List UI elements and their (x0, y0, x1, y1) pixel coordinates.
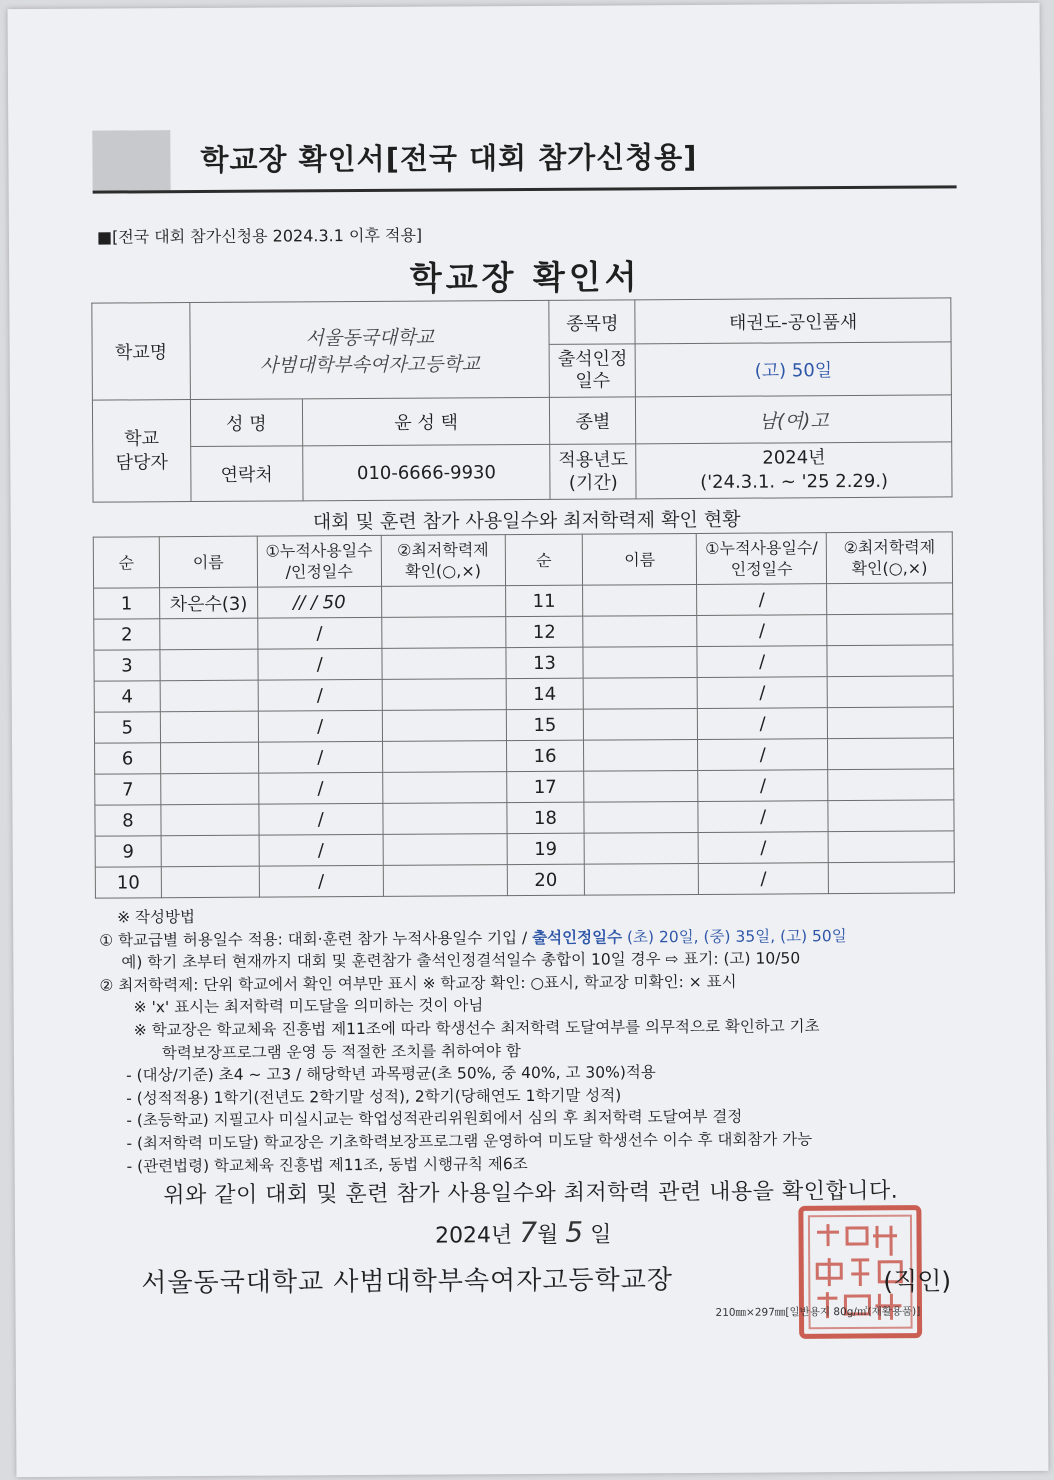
row-no: 6 (95, 743, 161, 774)
attend-label-line-1: 출석인정 (557, 348, 628, 370)
header-check-right-line-2: 확인(○,×) (851, 558, 928, 579)
row-no: 12 (505, 616, 583, 647)
name-label: 성 명 (190, 399, 302, 447)
attend-value: (고) 50일 (635, 342, 951, 397)
row-days: / (259, 803, 383, 835)
row-no: 13 (505, 647, 583, 678)
row-no: 16 (506, 740, 584, 771)
gender-label: 종별 (550, 397, 636, 445)
row-no: 14 (506, 678, 584, 709)
school-name-line-2: 사범대학부속여자고등학교 (259, 353, 481, 377)
document-page (8, 3, 1049, 1477)
title-gray-box (92, 130, 170, 192)
note-detail-2: - (성적적용) 1학기(전년도 2학기말 성적), 2학기(당해연도 1학기말 성적) (126, 1086, 622, 1108)
row-name (584, 770, 698, 802)
row-name: 차은수(3) (159, 587, 257, 619)
row-no: 20 (507, 864, 585, 895)
row-days: / (698, 770, 828, 802)
table-row (95, 862, 954, 898)
row-check (382, 710, 506, 742)
header-check-right-line-1: ②최저학력제 (843, 537, 936, 558)
row-no: 4 (94, 681, 160, 712)
note-1-a: ① 학교급별 허용일수 적용: 대회·훈련 참가 누적사용일수 기입 / (99, 928, 533, 950)
name-value: 윤 성 택 (302, 397, 550, 446)
attend-label (550, 344, 636, 398)
header-days-left (257, 535, 381, 587)
row-name (584, 677, 698, 709)
row-check (828, 831, 954, 863)
row-name (583, 615, 697, 647)
title-divider (93, 185, 957, 193)
contact-value: 010-6666-9930 (302, 444, 550, 501)
seal-label: (직인) (883, 1266, 952, 1296)
gender-value: 남(여)고 (636, 395, 952, 444)
note-2-b2: 학력보장프로그램 운영 등 적절한 조치를 취하여야 함 (161, 1041, 521, 1062)
row-name (160, 711, 258, 743)
row-check (383, 834, 507, 866)
row-no: 11 (505, 585, 583, 616)
row-no: 5 (94, 712, 160, 743)
date-year: 2024년 (434, 1223, 513, 1249)
row-days: / (698, 832, 828, 864)
row-check (382, 679, 506, 711)
row-name (583, 646, 697, 678)
note-detail-3: - (초등학교) 지필고사 미실시교는 학업성적관리위원회에서 심의 후 최저학력 도달여부 결정 (126, 1108, 743, 1130)
row-check (383, 803, 507, 835)
row-check (828, 738, 954, 770)
row-name (584, 708, 698, 740)
notes-heading: ※ 작성방법 (117, 908, 195, 927)
note-2-a: ※ 'x' 표시는 최저학력 미도달을 의미하는 것이 아님 (133, 996, 484, 1017)
row-no: 15 (506, 709, 584, 740)
header-check-left-line-1: ②최저학력제 (397, 540, 489, 560)
row-no: 19 (507, 833, 585, 864)
row-no: 2 (94, 619, 160, 650)
row-name (584, 832, 698, 864)
row-no: 3 (94, 650, 160, 681)
row-check (827, 583, 953, 615)
year-period-line: ('24.3.1. ~ '25 2.29.) (700, 470, 889, 493)
writing-instructions (99, 901, 1001, 1178)
header-days-left-line-2: /인정일수 (285, 562, 353, 582)
row-name (161, 835, 259, 867)
row-check (827, 707, 953, 739)
row-days: / (698, 801, 828, 833)
row-days: // / 50 (257, 586, 381, 618)
row-days: / (258, 617, 382, 649)
roster-section-title: 대회 및 훈련 참가 사용일수와 최저학력제 확인 현황 (312, 508, 741, 534)
date-day-label: 일 (590, 1222, 612, 1248)
year-label-line-2: (기간) (568, 472, 618, 494)
staff-label-line-1: 학교 (124, 427, 160, 449)
row-check (828, 862, 954, 894)
row-days: / (698, 739, 828, 771)
row-check (827, 614, 953, 646)
row-check (382, 772, 506, 804)
paper-spec-footer: 210㎜×297㎜[일반용지 80g/㎡(재활용품)] (715, 1305, 921, 1319)
row-days: / (698, 708, 828, 740)
note-1-example: 예) 학기 초부터 현재까지 대회 및 훈련참가 출석인정결석일수 총합이 10일 경우 ⇨ 표기: (고) 10/50 (121, 949, 801, 972)
row-days: / (697, 677, 827, 709)
staff-label-line-2: 담당자 (115, 451, 168, 474)
row-check (827, 645, 953, 677)
note-detail-5: - (관련법령) 학교체육 진흥법 제11조, 동법 시행규칙 제6조 (126, 1154, 528, 1175)
roster-table (93, 531, 955, 898)
header-seq-left: 순 (93, 537, 159, 588)
date-day-handwritten: 5 (565, 1215, 584, 1249)
info-table (91, 297, 952, 502)
note-detail-4: - (최저학력 미도달) 학교장은 기초학력보장프로그램 운영하여 미도달 학생선수 이수 후 대회참가 가능 (126, 1130, 813, 1153)
row-name (160, 680, 258, 712)
row-days: / (697, 584, 827, 616)
header-days-right-line-2: 인정일수 (730, 559, 793, 579)
row-days: / (259, 865, 383, 897)
row-check (382, 648, 506, 680)
row-no: 18 (506, 802, 584, 833)
header-check-left (381, 535, 505, 587)
header-days-right (696, 533, 826, 585)
row-name (161, 804, 259, 836)
header-check-left-line-2: 확인(○,×) (405, 561, 482, 581)
main-title: 학교장 확인서 (409, 257, 641, 298)
note-2-b1: ※ 학교장은 학교체육 진흥법 제11조에 따라 학생선수 최저학력 도달여부를 의무적으로 확인하고 기초 (133, 1017, 820, 1040)
application-note: ■[전국 대회 참가신청용 2024.3.1 이후 적용] (96, 225, 423, 247)
date-month-label: 월 (537, 1222, 559, 1248)
row-days: / (699, 863, 829, 895)
note-1-b: 출석인정일수 (532, 928, 623, 947)
staff-label (92, 400, 190, 503)
row-check (381, 586, 505, 618)
row-days: / (259, 834, 383, 866)
row-check (828, 800, 954, 832)
row-days: / (258, 741, 382, 773)
confirmation-statement: 위와 같이 대회 및 훈련 참가 사용일수와 최저학력 관련 내용을 확인합니다. (163, 1178, 899, 1209)
row-check (382, 741, 506, 773)
row-check (827, 676, 953, 708)
signature-date (435, 1215, 612, 1249)
row-no: 1 (94, 588, 160, 619)
year-label (550, 444, 636, 500)
row-no: 9 (95, 836, 161, 867)
header-name-left: 이름 (159, 536, 257, 588)
header-days-right-line-1: ①누적사용일수/ (705, 538, 818, 558)
row-name (584, 739, 698, 771)
row-days: / (258, 648, 382, 680)
school-name (190, 300, 550, 399)
row-name (161, 773, 259, 805)
note-detail-1: - (대상/기준) 초4 ~ 고3 / 해당학년 과목평균(초 50%, 중 40%, 고 30%)적용 (125, 1063, 656, 1085)
row-days: / (697, 615, 827, 647)
header-check-right (826, 532, 952, 584)
row-name (583, 584, 697, 616)
school-name-line-1: 서울동국대학교 (305, 326, 434, 350)
row-check (828, 769, 954, 801)
row-no: 10 (95, 867, 161, 898)
date-month-handwritten: 7 (519, 1215, 538, 1250)
event-label: 종목명 (549, 300, 635, 345)
row-days: / (258, 710, 382, 742)
row-check (383, 865, 507, 897)
row-no: 8 (95, 805, 161, 836)
note-2: ② 최저학력제: 단위 학교에서 확인 여부만 표시 ※ 학교장 확인: ○표시, 학교장 미확인: × 표시 (99, 972, 737, 995)
contact-label: 연락처 (191, 446, 303, 502)
row-name (161, 866, 259, 898)
year-value-line: 2024년 (762, 447, 826, 469)
row-name (160, 649, 258, 681)
year-label-line-1: 적용년도 (558, 449, 629, 471)
row-name (160, 618, 258, 650)
year-value (636, 442, 952, 499)
principal-title: 서울동국대학교 사범대학부속여자고등학교장 (141, 1265, 673, 1299)
row-days: / (258, 679, 382, 711)
row-days: / (697, 646, 827, 678)
top-title: 학교장 확인서[전국 대회 참가신청용] (200, 139, 698, 177)
row-no: 17 (506, 771, 584, 802)
note-1-c: (초) 20일, (중) 35일, (고) 50일 (621, 926, 847, 947)
header-seq-right: 순 (505, 534, 583, 585)
row-name (585, 863, 699, 895)
row-no: 7 (95, 774, 161, 805)
header-name-right: 이름 (583, 533, 697, 585)
school-label: 학교명 (92, 303, 190, 401)
row-check (381, 617, 505, 649)
attend-label-line-2: 일수 (575, 370, 611, 392)
row-name (584, 801, 698, 833)
row-days: / (258, 772, 382, 804)
event-value: 태권도-공인품새 (635, 298, 951, 344)
header-days-left-line-1: ①누적사용일수 (265, 540, 373, 561)
row-name (160, 742, 258, 774)
